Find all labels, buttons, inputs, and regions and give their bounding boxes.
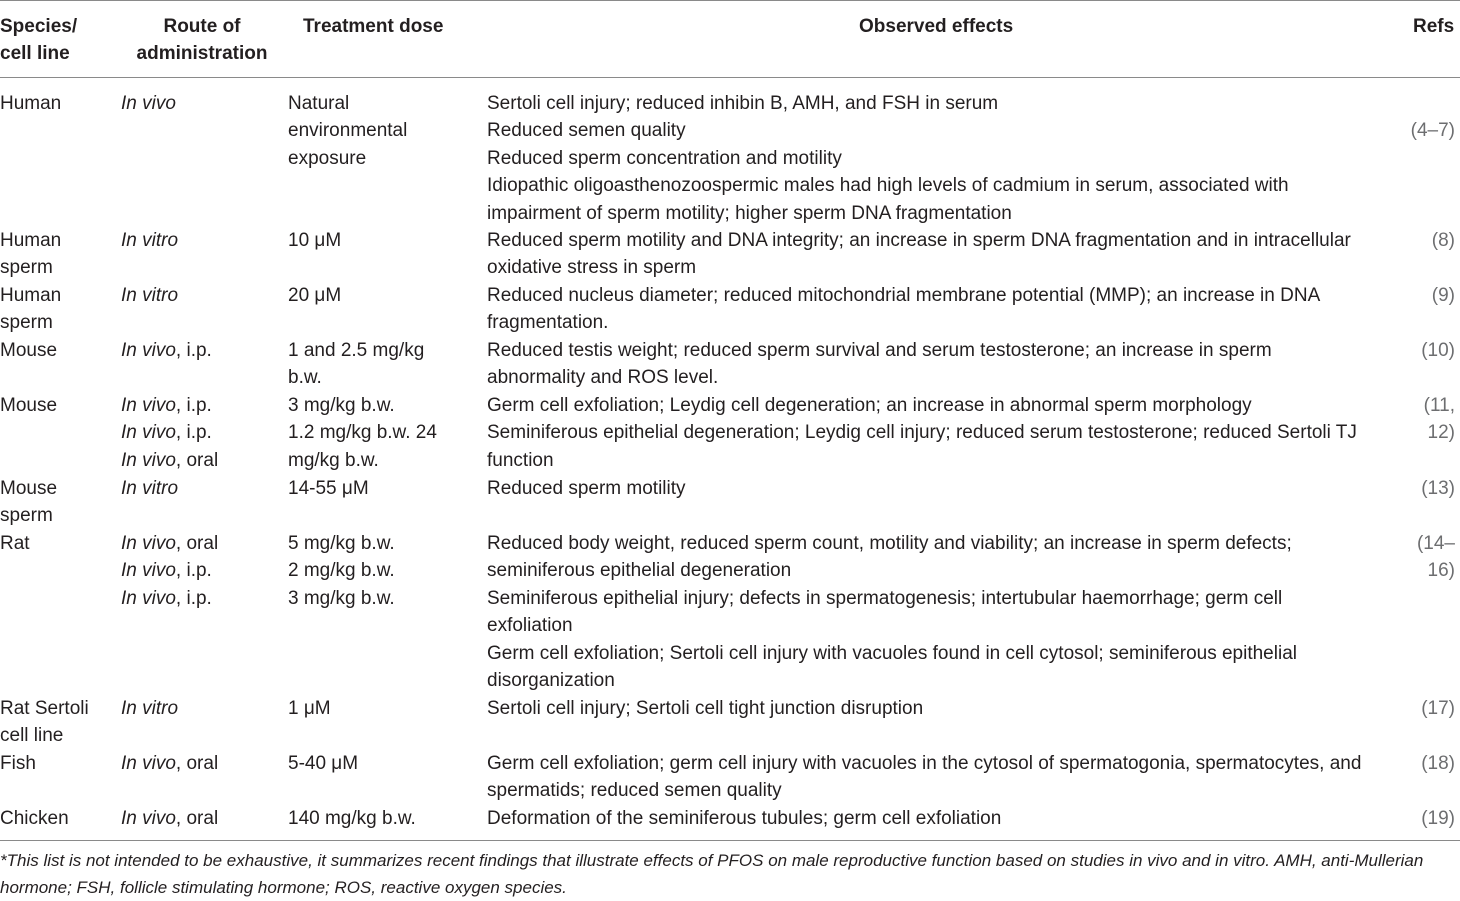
- top-rule: [0, 0, 1460, 1]
- ref-cell: (19): [1421, 808, 1455, 829]
- species-cell: Fish: [0, 753, 36, 774]
- effect-line: abnormality and ROS level.: [487, 367, 719, 389]
- route-mode: In vitro: [121, 285, 179, 306]
- header-refs: Refs: [1413, 16, 1455, 37]
- dose-cell: 3 mg/kg b.w.: [288, 587, 395, 609]
- route-detail: , i.p.: [175, 340, 212, 361]
- effect-line: Reduced testis weight; reduced sperm survival and serum testosterone; an increase in sperm: [487, 340, 1272, 361]
- species-cell: cell line: [0, 725, 64, 747]
- dose-cell: 3 mg/kg b.w.: [288, 395, 395, 416]
- dose-cell: 140 mg/kg b.w.: [288, 808, 416, 829]
- route-cell: [121, 530, 218, 557]
- dose-cell: 1 and 2.5 mg/kg: [288, 340, 425, 361]
- route-detail: , oral: [175, 449, 219, 471]
- ref-cell: (10): [1421, 340, 1455, 361]
- effect-line: Idiopathic oligoasthenozoospermic males had high levels of cadmium in serum, associated with: [487, 175, 1289, 197]
- effect-line: Germ cell exfoliation; germ cell injury with vacuoles in the cytosol of spermatogonia, spermatocytes, and: [487, 753, 1362, 774]
- route-detail: , i.p.: [175, 587, 212, 609]
- header-rule: [0, 77, 1460, 78]
- route-cell: [121, 557, 212, 584]
- header-species-line2: cell line: [0, 43, 70, 64]
- route-mode: In vivo: [121, 533, 176, 554]
- ref-cell: (13): [1421, 478, 1455, 499]
- effect-line: exfoliation: [487, 615, 573, 637]
- species-cell: Rat Sertoli: [0, 698, 89, 719]
- ref-cell: 16): [1427, 560, 1455, 582]
- dose-cell: b.w.: [288, 367, 322, 389]
- effect-line: Seminiferous epithelial degeneration; Leydig cell injury; reduced serum testosterone; reduced Sertoli TJ: [487, 422, 1357, 444]
- species-cell: sperm: [0, 312, 53, 334]
- route-cell: [121, 282, 178, 309]
- effect-line: Reduced body weight, reduced sperm count, motility and viability; an increase in sperm defects;: [487, 533, 1292, 554]
- species-cell: Chicken: [0, 808, 69, 829]
- effect-line: seminiferous epithelial degeneration: [487, 560, 792, 582]
- effect-line: Reduced sperm concentration and motility: [487, 147, 842, 169]
- header-route: [128, 13, 276, 67]
- species-cell: Mouse: [0, 395, 58, 416]
- ref-cell: (9): [1431, 285, 1455, 306]
- effect-line: Reduced sperm motility: [487, 478, 686, 499]
- route-mode: In vivo: [121, 560, 176, 582]
- route-cell: [121, 392, 212, 419]
- effect-line: Germ cell exfoliation; Leydig cell degeneration; an increase in abnormal sperm morphology: [487, 395, 1252, 416]
- route-mode: In vivo: [121, 395, 176, 416]
- route-mode: In vivo: [121, 340, 176, 361]
- ref-cell: (14–: [1416, 533, 1455, 554]
- ref-cell: (17): [1421, 698, 1455, 719]
- ref-cell: (8): [1431, 230, 1455, 251]
- route-detail: , oral: [175, 808, 219, 829]
- ref-cell: (11,: [1423, 395, 1455, 416]
- route-cell: [121, 90, 176, 117]
- route-cell: [121, 750, 218, 777]
- dose-cell: environmental: [288, 120, 408, 142]
- route-cell: [121, 805, 218, 832]
- effect-line: Seminiferous epithelial injury; defects in spermatogenesis; intertubular haemorrhage; germ cell: [487, 587, 1283, 609]
- route-cell: [121, 695, 178, 722]
- table-footnote: [0, 847, 1460, 901]
- species-cell: Mouse: [0, 340, 58, 361]
- effect-line: Germ cell exfoliation; Sertoli cell injury with vacuoles found in cell cytosol; seminiferous epithelial: [487, 642, 1297, 664]
- route-mode: In vitro: [121, 698, 179, 719]
- route-cell: [121, 475, 178, 502]
- effect-line: Reduced semen quality: [487, 120, 686, 142]
- route-detail: , i.p.: [175, 560, 212, 582]
- species-cell: sperm: [0, 505, 53, 527]
- effect-line: Reduced nucleus diameter; reduced mitochondrial membrane potential (MMP); an increase in DNA: [487, 285, 1321, 306]
- header-route-line1: Route of: [163, 16, 241, 37]
- dose-cell: 5 mg/kg b.w.: [288, 533, 395, 554]
- header-species-line1: Species/: [0, 16, 78, 37]
- route-detail: , oral: [175, 533, 219, 554]
- effect-line: Reduced sperm motility and DNA integrity; an increase in sperm DNA fragmentation and in intracellular: [487, 230, 1351, 251]
- route-mode: In vivo: [121, 449, 176, 471]
- dose-cell: 5-40 μM: [288, 753, 359, 774]
- route-mode: In vivo: [121, 808, 176, 829]
- dose-cell: exposure: [288, 147, 367, 169]
- bottom-rule: [0, 840, 1460, 841]
- species-cell: Human: [0, 285, 62, 306]
- effect-line: oxidative stress in sperm: [487, 257, 697, 279]
- route-mode: In vivo: [121, 93, 176, 114]
- ref-cell: (18): [1421, 753, 1455, 774]
- dose-cell: 1 μM: [288, 698, 331, 719]
- route-detail: , i.p.: [175, 395, 212, 416]
- effect-line: function: [487, 449, 554, 471]
- dose-cell: 20 μM: [288, 285, 342, 306]
- effect-line: fragmentation.: [487, 312, 609, 334]
- header-route-line2: administration: [136, 43, 268, 64]
- dose-cell: mg/kg b.w.: [288, 449, 379, 471]
- species-cell: Mouse: [0, 478, 58, 499]
- ref-cell: 12): [1427, 422, 1455, 444]
- header-species: [0, 13, 77, 67]
- species-cell: Human: [0, 93, 62, 114]
- species-cell: Rat: [0, 533, 30, 554]
- route-mode: In vivo: [121, 753, 176, 774]
- dose-cell: 2 mg/kg b.w.: [288, 560, 395, 582]
- effect-line: Sertoli cell injury; Sertoli cell tight junction disruption: [487, 698, 924, 719]
- footnote-line1: *This list is not intended to be exhaustive, it summarizes recent findings that illustrate effects of PFOS on male reproductive function based on studies in vivo and in vitro. AMH, anti-Mullerian: [0, 851, 1424, 870]
- dose-cell: 1.2 mg/kg b.w. 24: [288, 422, 437, 444]
- effect-line: impairment of sperm motility; higher sperm DNA fragmentation: [487, 202, 1012, 224]
- effect-line: Sertoli cell injury; reduced inhibin B, AMH, and FSH in serum: [487, 93, 999, 114]
- header-dose: Treatment dose: [303, 16, 444, 37]
- ref-cell: (4–7): [1410, 120, 1455, 142]
- route-cell: [121, 585, 212, 612]
- dose-cell: 10 μM: [288, 230, 342, 251]
- dose-cell: Natural: [288, 93, 350, 114]
- species-cell: Human: [0, 230, 62, 251]
- effect-line: disorganization: [487, 670, 615, 691]
- route-cell: [121, 419, 212, 446]
- footnote-line2: hormone; FSH, follicle stimulating hormone; ROS, reactive oxygen species.: [0, 878, 567, 897]
- route-mode: In vitro: [121, 478, 179, 499]
- route-mode: In vitro: [121, 230, 179, 251]
- route-cell: [121, 447, 218, 474]
- route-cell: [121, 337, 212, 364]
- effect-line: spermatids; reduced semen quality: [487, 780, 782, 802]
- dose-cell: 14-55 μM: [288, 478, 369, 499]
- effect-line: Deformation of the seminiferous tubules; germ cell exfoliation: [487, 808, 1002, 829]
- species-cell: sperm: [0, 257, 53, 279]
- route-detail: , i.p.: [175, 422, 212, 444]
- route-mode: In vivo: [121, 587, 176, 609]
- header-effects: Observed effects: [859, 16, 1014, 37]
- route-detail: , oral: [175, 753, 219, 774]
- route-cell: [121, 227, 178, 254]
- route-mode: In vivo: [121, 422, 176, 444]
